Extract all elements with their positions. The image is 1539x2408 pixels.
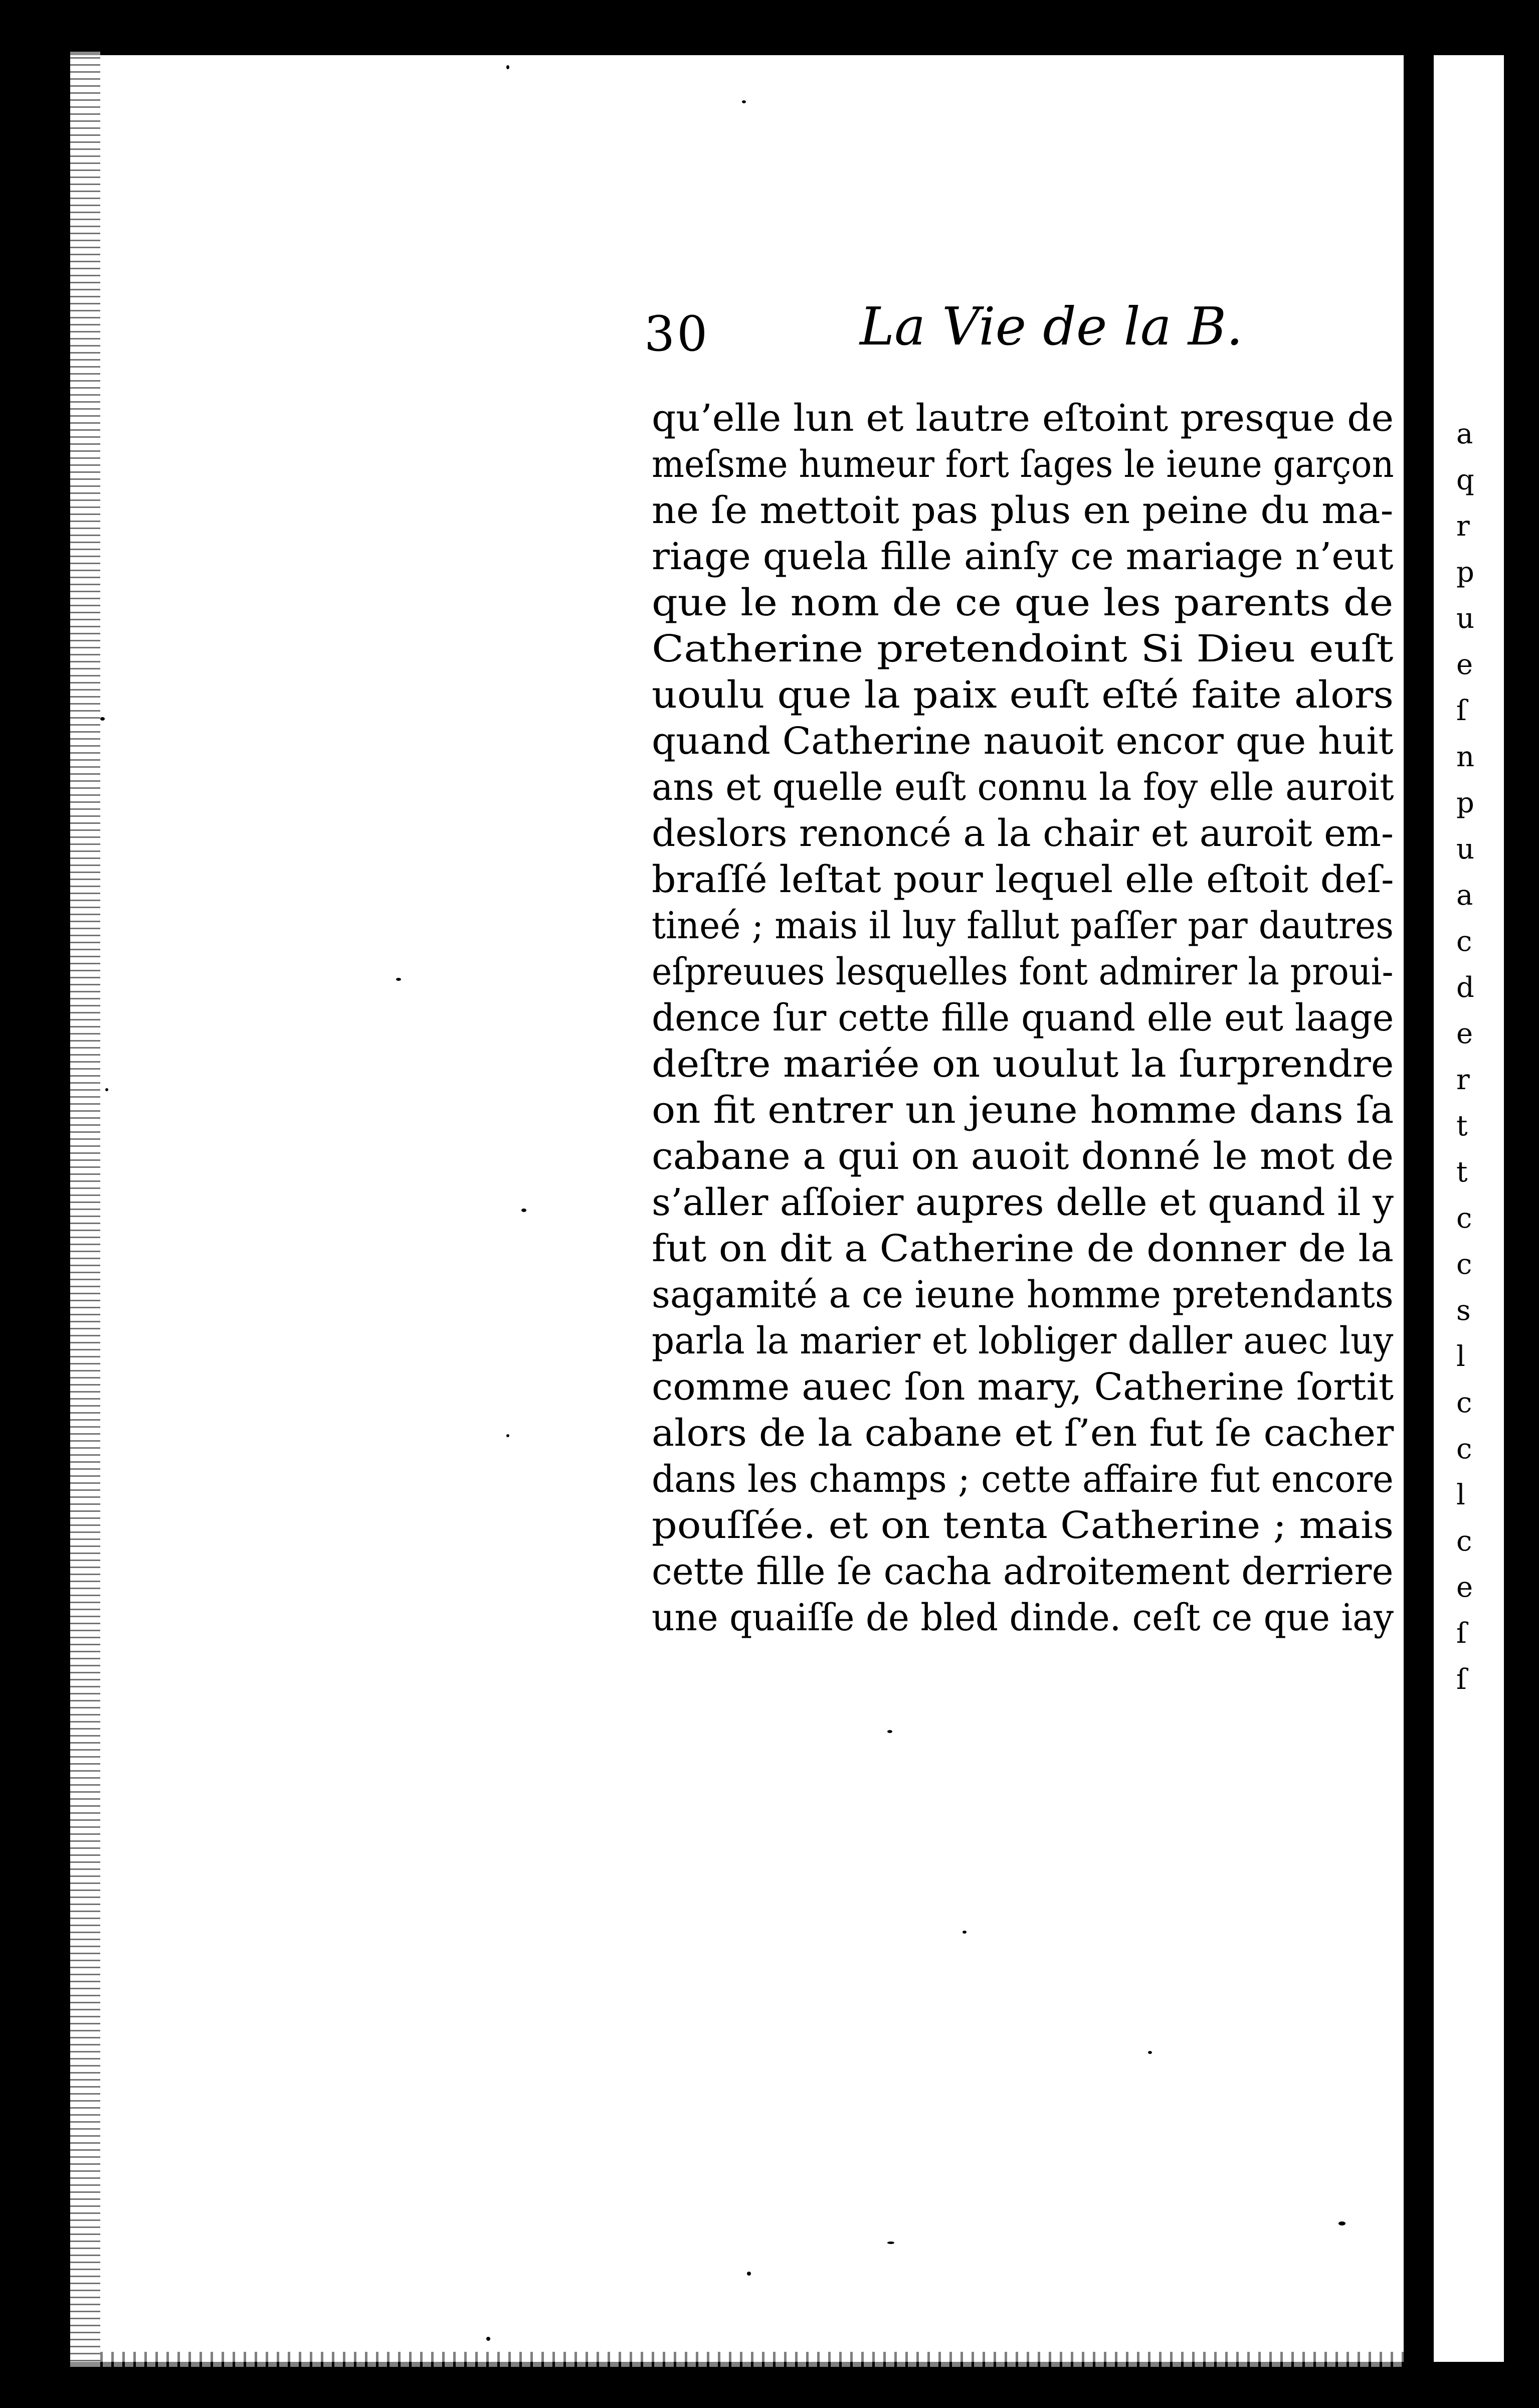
facing-page-letter: ſ bbox=[1456, 695, 1467, 727]
speck bbox=[963, 1931, 967, 1934]
facing-page-fragments bbox=[1456, 411, 1501, 1703]
facing-page-letter: t bbox=[1456, 1110, 1468, 1142]
facing-page-letter: c bbox=[1456, 1525, 1472, 1558]
text-line: alors de la cabane et ſ’en fut ſe cacher bbox=[652, 1412, 1394, 1455]
text-line: sagamité a ce ieune homme pretendants bbox=[652, 1273, 1394, 1316]
facing-page-letter: r bbox=[1456, 1064, 1470, 1096]
speck bbox=[887, 2242, 894, 2244]
facing-page-letter: t bbox=[1456, 1156, 1468, 1188]
facing-page-letter: q bbox=[1456, 464, 1474, 496]
facing-page-letter: c bbox=[1456, 1202, 1472, 1235]
text-line: ne ſe mettoit pas plus en peine du ma- bbox=[652, 489, 1394, 532]
text-line: s’aller aſſoier aupres delle et quand il y bbox=[652, 1181, 1394, 1224]
speck bbox=[887, 1730, 892, 1733]
text-line: dans les champs ; cette affaire fut encore bbox=[652, 1458, 1394, 1501]
text-line: deſtre mariée on uoulut la ſurprendre bbox=[652, 1043, 1394, 1086]
speck bbox=[742, 100, 746, 103]
text-line: eſpreuues lesquelles font admirer la proui- bbox=[652, 950, 1394, 993]
facing-page-letter: n bbox=[1456, 741, 1475, 773]
speck bbox=[486, 2337, 490, 2341]
facing-page-letter: e bbox=[1456, 1571, 1473, 1604]
text-line: Catherine pretendoint Si Dieu euſt bbox=[652, 627, 1394, 670]
text-line: on fit entrer un jeune homme dans ſa bbox=[652, 1089, 1394, 1132]
facing-page-letter: c bbox=[1456, 1387, 1472, 1419]
facing-page-letter: c bbox=[1456, 1248, 1472, 1281]
text-line: tineé ; mais il luy fallut paſſer par dautres bbox=[652, 904, 1394, 947]
facing-page-letter: a bbox=[1456, 418, 1473, 450]
page-left-edge bbox=[70, 50, 100, 2367]
text-line: fut on dit a Catherine de donner de la bbox=[652, 1227, 1394, 1270]
text-line: braſſé leſtat pour lequel elle eſtoit deſ- bbox=[652, 858, 1394, 901]
running-title: La Vie de la B. bbox=[860, 296, 1243, 357]
text-line: que le nom de ce que les parents de bbox=[652, 581, 1394, 624]
facing-page-letter: a bbox=[1456, 879, 1473, 912]
facing-page-letter: c bbox=[1456, 1433, 1472, 1465]
facing-page-letter: p bbox=[1456, 556, 1474, 589]
facing-page-letter: c bbox=[1456, 925, 1472, 958]
text-line: comme auec ſon mary, Catherine ſortit bbox=[652, 1365, 1394, 1409]
text-line: cabane a qui on auoit donné le mot de bbox=[652, 1135, 1394, 1178]
facing-page-letter: u bbox=[1456, 833, 1475, 866]
speck bbox=[506, 65, 509, 69]
speck bbox=[100, 717, 105, 721]
speck bbox=[1148, 2051, 1152, 2054]
facing-page-letter: l bbox=[1456, 1340, 1465, 1373]
facing-page-letter: d bbox=[1456, 971, 1474, 1004]
text-line: pouſſée. et on tenta Catherine ; mais bbox=[652, 1504, 1394, 1547]
facing-page-letter: l bbox=[1456, 1479, 1465, 1511]
speck bbox=[506, 1434, 509, 1437]
text-line: qu’elle lun et lautre eſtoint presque de bbox=[652, 397, 1394, 440]
text-line: parla la marier et lobliger daller auec luy bbox=[652, 1319, 1394, 1362]
text-line: cette fille ſe cacha adroitement derriere bbox=[652, 1550, 1394, 1593]
scan-border-right bbox=[1504, 0, 1539, 2408]
running-head bbox=[644, 296, 1271, 371]
speck bbox=[105, 1088, 108, 1091]
facing-page-letter: e bbox=[1456, 648, 1473, 681]
speck bbox=[521, 1209, 526, 1212]
facing-page-letter: s bbox=[1456, 1294, 1471, 1327]
facing-page-letter: ſ bbox=[1456, 1663, 1467, 1696]
text-line: uoulu que la paix euſt eſté faite alors bbox=[652, 673, 1394, 717]
text-line: deslors renoncé a la chair et auroit em- bbox=[652, 812, 1394, 855]
text-line: meſsme humeur fort ſages le ieune garçon bbox=[652, 443, 1394, 486]
text-line: ans et quelle euſt connu la foy elle auroit bbox=[652, 766, 1394, 809]
facing-page-letter: e bbox=[1456, 1017, 1473, 1050]
facing-page-letter: ſ bbox=[1456, 1617, 1467, 1650]
text-line: une quaiſſe de bled dinde. ceſt ce que iay bbox=[652, 1596, 1394, 1639]
facing-page-letter: r bbox=[1456, 510, 1470, 543]
facing-page-letter: p bbox=[1456, 787, 1474, 819]
body-text bbox=[652, 395, 1434, 1641]
text-line: dence ſur cette fille quand elle eut laage bbox=[652, 996, 1394, 1040]
speck bbox=[396, 978, 401, 981]
text-line: quand Catherine nauoit encor que huit bbox=[652, 720, 1394, 763]
facing-page-letter: u bbox=[1456, 602, 1475, 635]
speck bbox=[1338, 2221, 1345, 2225]
page-number: 30 bbox=[644, 306, 710, 362]
speck bbox=[747, 2272, 751, 2276]
text-line: riage quela fille ainſy ce mariage n’eut bbox=[652, 535, 1394, 578]
page-bottom-edge bbox=[100, 2352, 1404, 2367]
